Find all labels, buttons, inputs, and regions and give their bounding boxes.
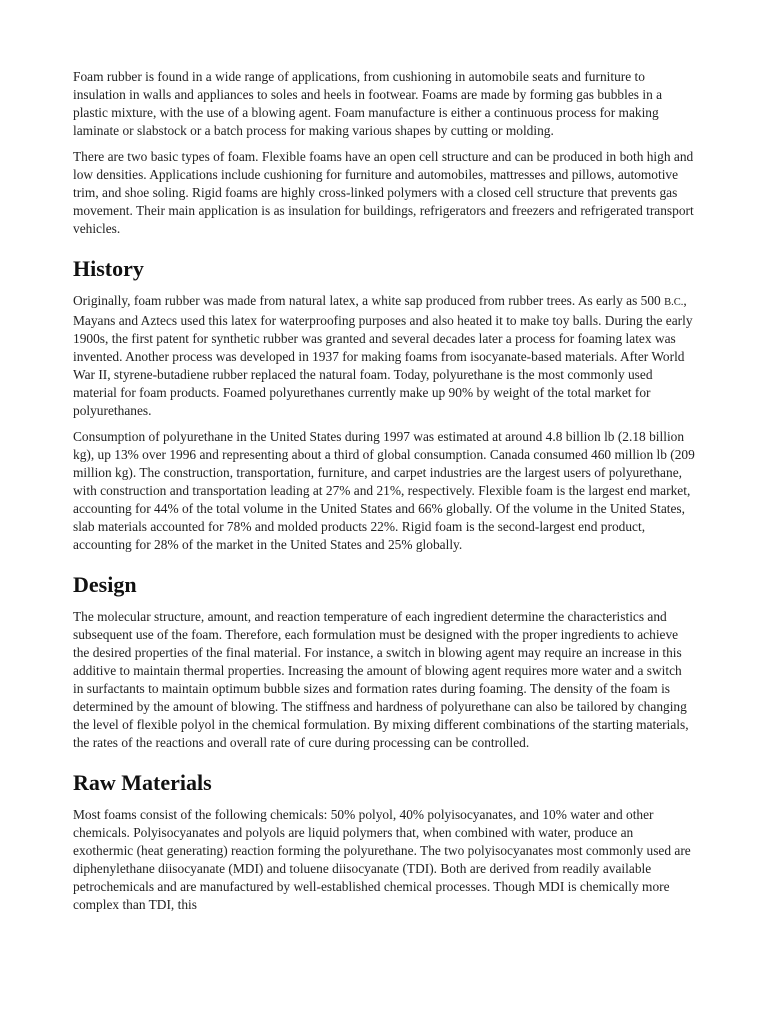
intro-paragraph-1: Foam rubber is found in a wide range of applications, from cushioning in automobile seats and furniture to insulation in walls and appliances to soles and heels in footwear. Foams are made by forming gas bubbles in a plastic mixture, with the use of a blowing agent. Foam manufacture is either a continuous process for making laminate or slabstock or a batch process for making various shapes by cutting or molding. [73, 69, 663, 138]
history-heading: History [73, 256, 144, 281]
design-heading: Design [73, 572, 137, 597]
history-paragraph-1 [73, 292, 695, 420]
raw-materials-paragraph-1: Most foams consist of the following chemicals: 50% polyol, 40% polyisocyanates, and 10% water and other chemicals. Polyisocyanates and polyols are liquid polymers that, when combined with water, produce an exothermic (heat generating) reaction forming the polyurethane. The two polyisocyanates most commonly used are diphenylethane diisocyanate (MDI) and toluene diisocyanate (TDI). Both are derived from readily available petrochemicals and are manufactured by well-established chemical processes. Though MDI is chemically more complex than TDI, this [73, 807, 691, 912]
history-paragraph-1-rest: , Mayans and Aztecs used this latex for waterproofing purposes and also heated it to make toy balls. During the early 1900s, the first patent for synthetic rubber was granted and several decades later a process for foaming latex was invented. Another process was developed in 1937 for making foams from isocyanate-based materials. After World War II, styrene-butadiene rubber replaced the natural foam. Today, polyurethane is the most commonly used material for foam products. Foamed polyurethanes currently make up 90% by weight of the total market for polyurethanes. [73, 293, 693, 418]
document-page [73, 68, 695, 922]
intro-paragraph-2: There are two basic types of foam. Flexible foams have an open cell structure and can be produced in both high and low densities. Applications include cushioning for furniture and automobiles, mattresses and pillows, automotive trim, and shoe soling. Rigid foams are highly cross-linked polymers with a closed cell structure that prevents gas movement. Their main application is as insulation for buildings, refrigerators and freezers and refrigerated transport vehicles. [73, 149, 694, 236]
era-abbreviation: B.C. [664, 297, 684, 308]
history-paragraph-1-start: Originally, foam rubber was made from natural latex, a white sap produced from rubber trees. As early as 500 [73, 293, 665, 308]
raw-materials-heading: Raw Materials [73, 770, 212, 795]
history-paragraph-2: Consumption of polyurethane in the United States during 1997 was estimated at around 4.8 billion lb (2.18 billion kg), up 13% over 1996 and representing about a third of global consumption. Canada consumed 460 million lb (209 million kg). The construction, transportation, furniture, and carpet industries are the largest users of polyurethane, with construction and transportation leading at 27% and 21%, respectively. Flexible foam is the largest end market, accounting for 44% of the total volume in the United States and 66% globally. Of the volume in the United States, slab materials accounted for 78% and molded products 22%. Rigid foam is the second-largest end product, accounting for 28% of the market in the United States and 25% globally. [73, 429, 695, 552]
design-paragraph-1: The molecular structure, amount, and reaction temperature of each ingredient determine the characteristics and subsequent use of the foam. Therefore, each formulation must be designed with the proper ingredients to achieve the desired properties of the final material. For instance, a switch in blowing agent may require an increase in this additive to maintain thermal properties. Increasing the amount of blowing agent requires more water and a switch in surfactants to maintain optimum bubble sizes and formation rates during foaming. The density of the foam is determined by the amount of blowing. The stiffness and hardness of polyurethane can also be tailored by changing the level of flexible polyol in the chemical formulation. By mixing different combinations of the starting materials, the rates of the reactions and overall rate of cure during processing can be controlled. [73, 609, 689, 750]
